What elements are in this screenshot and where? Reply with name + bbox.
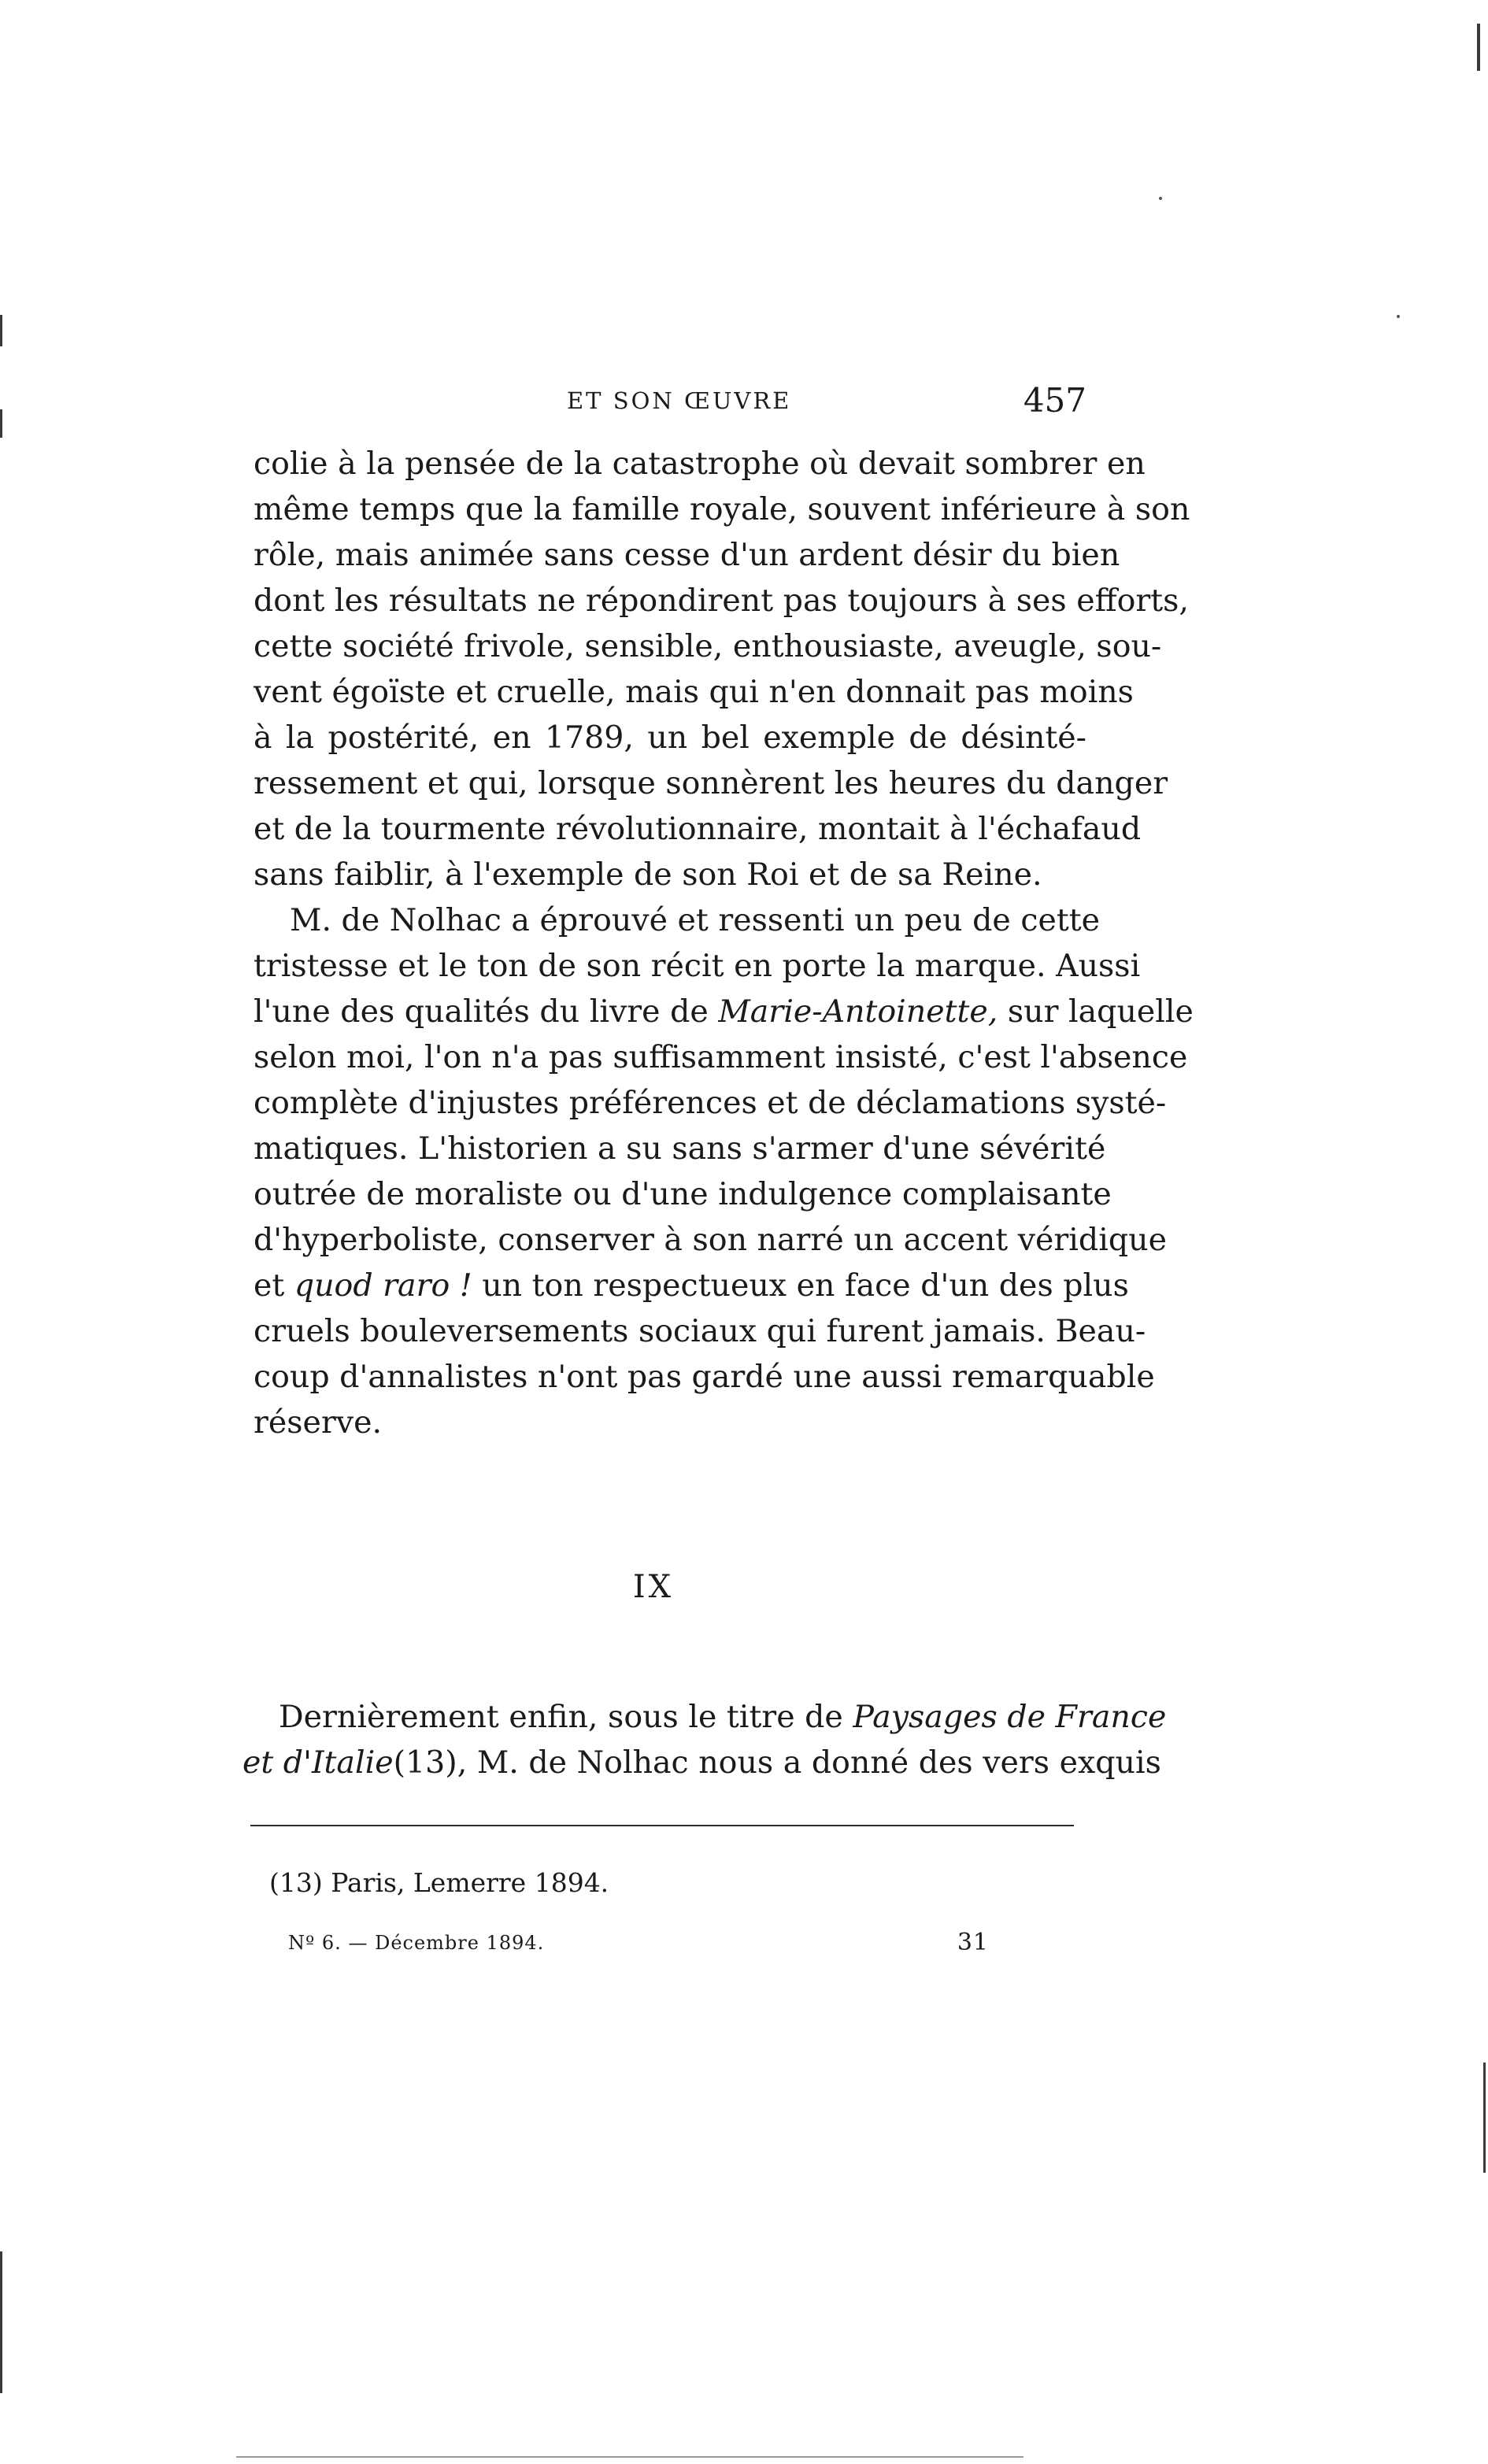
scan-edge-mark: [1483, 2063, 1486, 2173]
text-line: coup d'annalistes n'ont pas gardé une aussi remarquable: [254, 1359, 1155, 1395]
book-title-italic: Paysages de France: [853, 1699, 1167, 1735]
text-line: rôle, mais animée sans cesse d'un ardent désir du bien: [254, 537, 1120, 573]
text-line: [254, 1263, 1129, 1308]
text-segment: et: [254, 1267, 294, 1304]
text-line: outrée de moraliste ou d'une indulgence complaisante: [254, 1176, 1112, 1212]
scan-edge-mark: [0, 315, 2, 346]
body-text-continued: [242, 1694, 1167, 1785]
section-heading: IX: [632, 1569, 675, 1605]
running-title: ET SON ŒUVRE: [567, 387, 792, 414]
text-line: dont les résultats ne répondirent pas toujours à ses efforts,: [254, 583, 1189, 619]
book-title-italic: Marie-Antoinette,: [718, 993, 998, 1030]
scan-edge-mark: [0, 409, 2, 438]
text-line: d'hyperboliste, conserver à son narré un accent véridique: [254, 1222, 1167, 1258]
text-segment: Dernièrement enfin, sous le titre de: [279, 1699, 853, 1735]
body-text: [254, 441, 1194, 1445]
scan-speck: [1397, 315, 1400, 318]
text-line: tristesse et le ton de son récit en porte la marque. Aussi: [254, 948, 1141, 984]
footnote: (13) Paris, Lemerre 1894.: [269, 1867, 609, 1898]
scan-edge-mark: [0, 2251, 2, 2393]
text-line: [254, 989, 1194, 1034]
text-line: complète d'injustes préférences et de déclamations systé-: [254, 1085, 1167, 1121]
text-segment: (13), M. de Nolhac nous a donné des vers exquis: [393, 1744, 1161, 1781]
paragraph-2: [254, 897, 1194, 1445]
scan-speck: [1159, 197, 1162, 200]
text-line: M. de Nolhac a éprouvé et ressenti un peu de cette: [290, 902, 1100, 938]
paragraph-1: [254, 441, 1190, 897]
text-line: même temps que la famille royale, souvent inférieure à son: [254, 491, 1190, 527]
page-number: 457: [1023, 381, 1086, 420]
signature-mark: 31: [957, 1929, 989, 1956]
text-line: et de la tourmente révolutionnaire, montait à l'échafaud: [254, 811, 1142, 847]
footnote-rule: [250, 1825, 1074, 1826]
text-line: ressement et qui, lorsque sonnèrent les heures du danger: [254, 765, 1168, 801]
book-title-italic: et d'Italie: [242, 1744, 394, 1781]
text-segment: sur laquelle: [998, 993, 1194, 1030]
text-line: cette société frivole, sensible, enthousiaste, aveugle, sou-: [254, 628, 1162, 664]
text-line: colie à la pensée de la catastrophe où devait sombrer en: [254, 446, 1146, 482]
text-line: matiques. L'historien a su sans s'armer d'une sévérité: [254, 1130, 1106, 1167]
text-line: à la postérité, en 1789, un bel exemple de désinté-: [254, 720, 1086, 756]
text-line: [242, 1694, 1167, 1740]
text-segment: un ton respectueux en face d'un des plus: [472, 1267, 1129, 1304]
scan-bottom-rule: [236, 2456, 1023, 2458]
latin-phrase-italic: quod raro !: [294, 1267, 472, 1304]
text-line: vent égoïste et cruelle, mais qui n'en donnait pas moins: [254, 674, 1134, 710]
text-line: sans faiblir, à l'exemple de son Roi et de sa Reine.: [254, 856, 1042, 893]
text-line: réserve.: [254, 1404, 383, 1441]
text-segment: l'une des qualités du livre de: [254, 993, 719, 1030]
text-line: cruels bouleversements sociaux qui furent jamais. Beau-: [254, 1313, 1146, 1349]
printer-signature: [288, 1929, 989, 1956]
scan-edge-mark: [1477, 24, 1480, 71]
text-line: [242, 1740, 1161, 1785]
text-line: selon moi, l'on n'a pas suffisamment insisté, c'est l'absence: [254, 1039, 1188, 1075]
issue-date: Nº 6. — Décembre 1894.: [288, 1932, 545, 1954]
running-header: [252, 381, 1086, 428]
